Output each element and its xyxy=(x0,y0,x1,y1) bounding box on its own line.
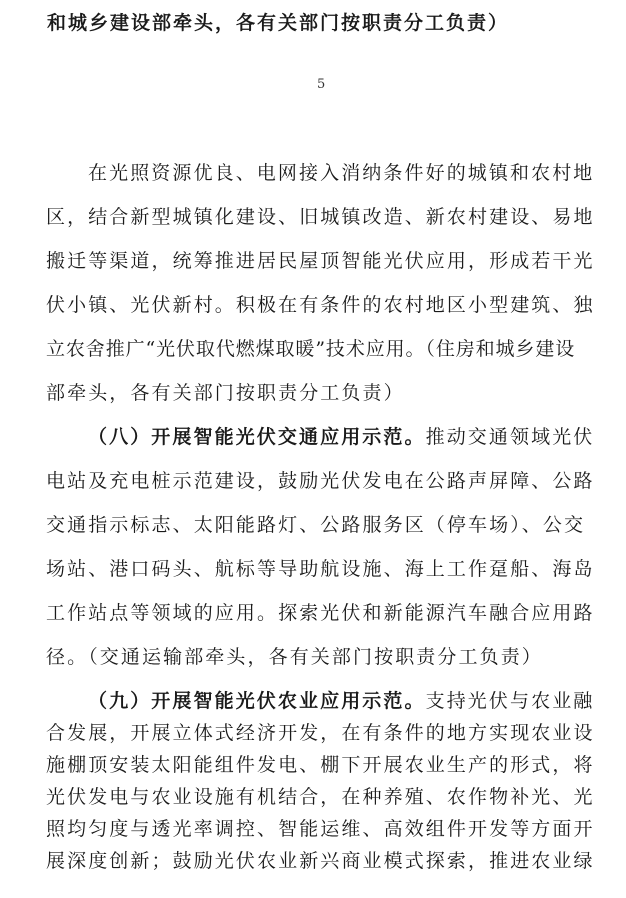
paragraph-3-line-6: 展深度创新；鼓励光伏农业新兴商业模式探索，推进农业绿 xyxy=(46,850,595,872)
paragraph-2-line-2: 电站及充电桩示范建设，鼓励光伏发电在公路声屏障、公路 xyxy=(46,470,595,492)
paragraph-3-line-5: 照均匀度与透光率调控、智能运维、高效组件开发等方面开 xyxy=(46,818,595,840)
section-9-heading: （九）开展智能光伏农业应用示范。 xyxy=(88,690,426,712)
paragraph-2-line-5: 工作站点等领域的应用。探索光伏和新能源汽车融合应用路 xyxy=(46,602,595,624)
section-8-heading: （八）开展智能光伏交通应用示范。 xyxy=(88,426,426,448)
paragraph-3-line-2: 合发展，开展立体式经济开发，在有条件的地方实现农业设 xyxy=(46,722,595,744)
paragraph-2-line-4: 场站、港口码头、航标等导助航设施、海上工作趸船、海岛 xyxy=(46,558,595,580)
section-8-first-line-rest: 推动交通领域光伏 xyxy=(425,426,595,448)
paragraph-3-line-4: 光伏发电与农业设施有机结合，在种养殖、农作物补光、光 xyxy=(46,786,595,808)
paragraph-2-line-3: 交通指示标志、太阳能路灯、公路服务区（停车场）、公交 xyxy=(46,514,586,536)
paragraph-2-line-6: 径。（交通运输部牵头，各有关部门按职责分工负责） xyxy=(46,646,543,668)
paragraph-1-line-6: 部牵头，各有关部门按职责分工负责） xyxy=(46,382,405,404)
paragraph-1-line-4: 伏小镇、光伏新村。积极在有条件的农村地区小型建筑、独 xyxy=(46,294,595,316)
paragraph-1-line-2: 区，结合新型城镇化建设、旧城镇改造、新农村建设、易地 xyxy=(46,206,595,228)
paragraph-1-line-1: 在光照资源优良、电网接入消纳条件好的城镇和农村地 xyxy=(88,162,595,184)
paragraph-3-line-3: 施棚顶安装太阳能组件发电、棚下开展农业生产的形式，将 xyxy=(46,754,595,776)
paragraph-1-line-3: 搬迁等渠道，统筹推进居民屋顶智能光伏应用，形成若干光 xyxy=(46,250,595,272)
page-number: 5 xyxy=(317,77,326,92)
paragraph-3-line-1 xyxy=(88,688,594,714)
paragraph-2-line-1 xyxy=(88,424,594,450)
paragraph-1-line-5: 立农舍推广“光伏取代燃煤取暖”技术应用。（住房和城乡建设 xyxy=(46,338,576,360)
section-9-first-line-rest: 支持光伏与农业融 xyxy=(425,690,595,712)
top-fragment-line: 和城乡建设部牵头，各有关部门按职责分工负责） xyxy=(47,12,510,34)
